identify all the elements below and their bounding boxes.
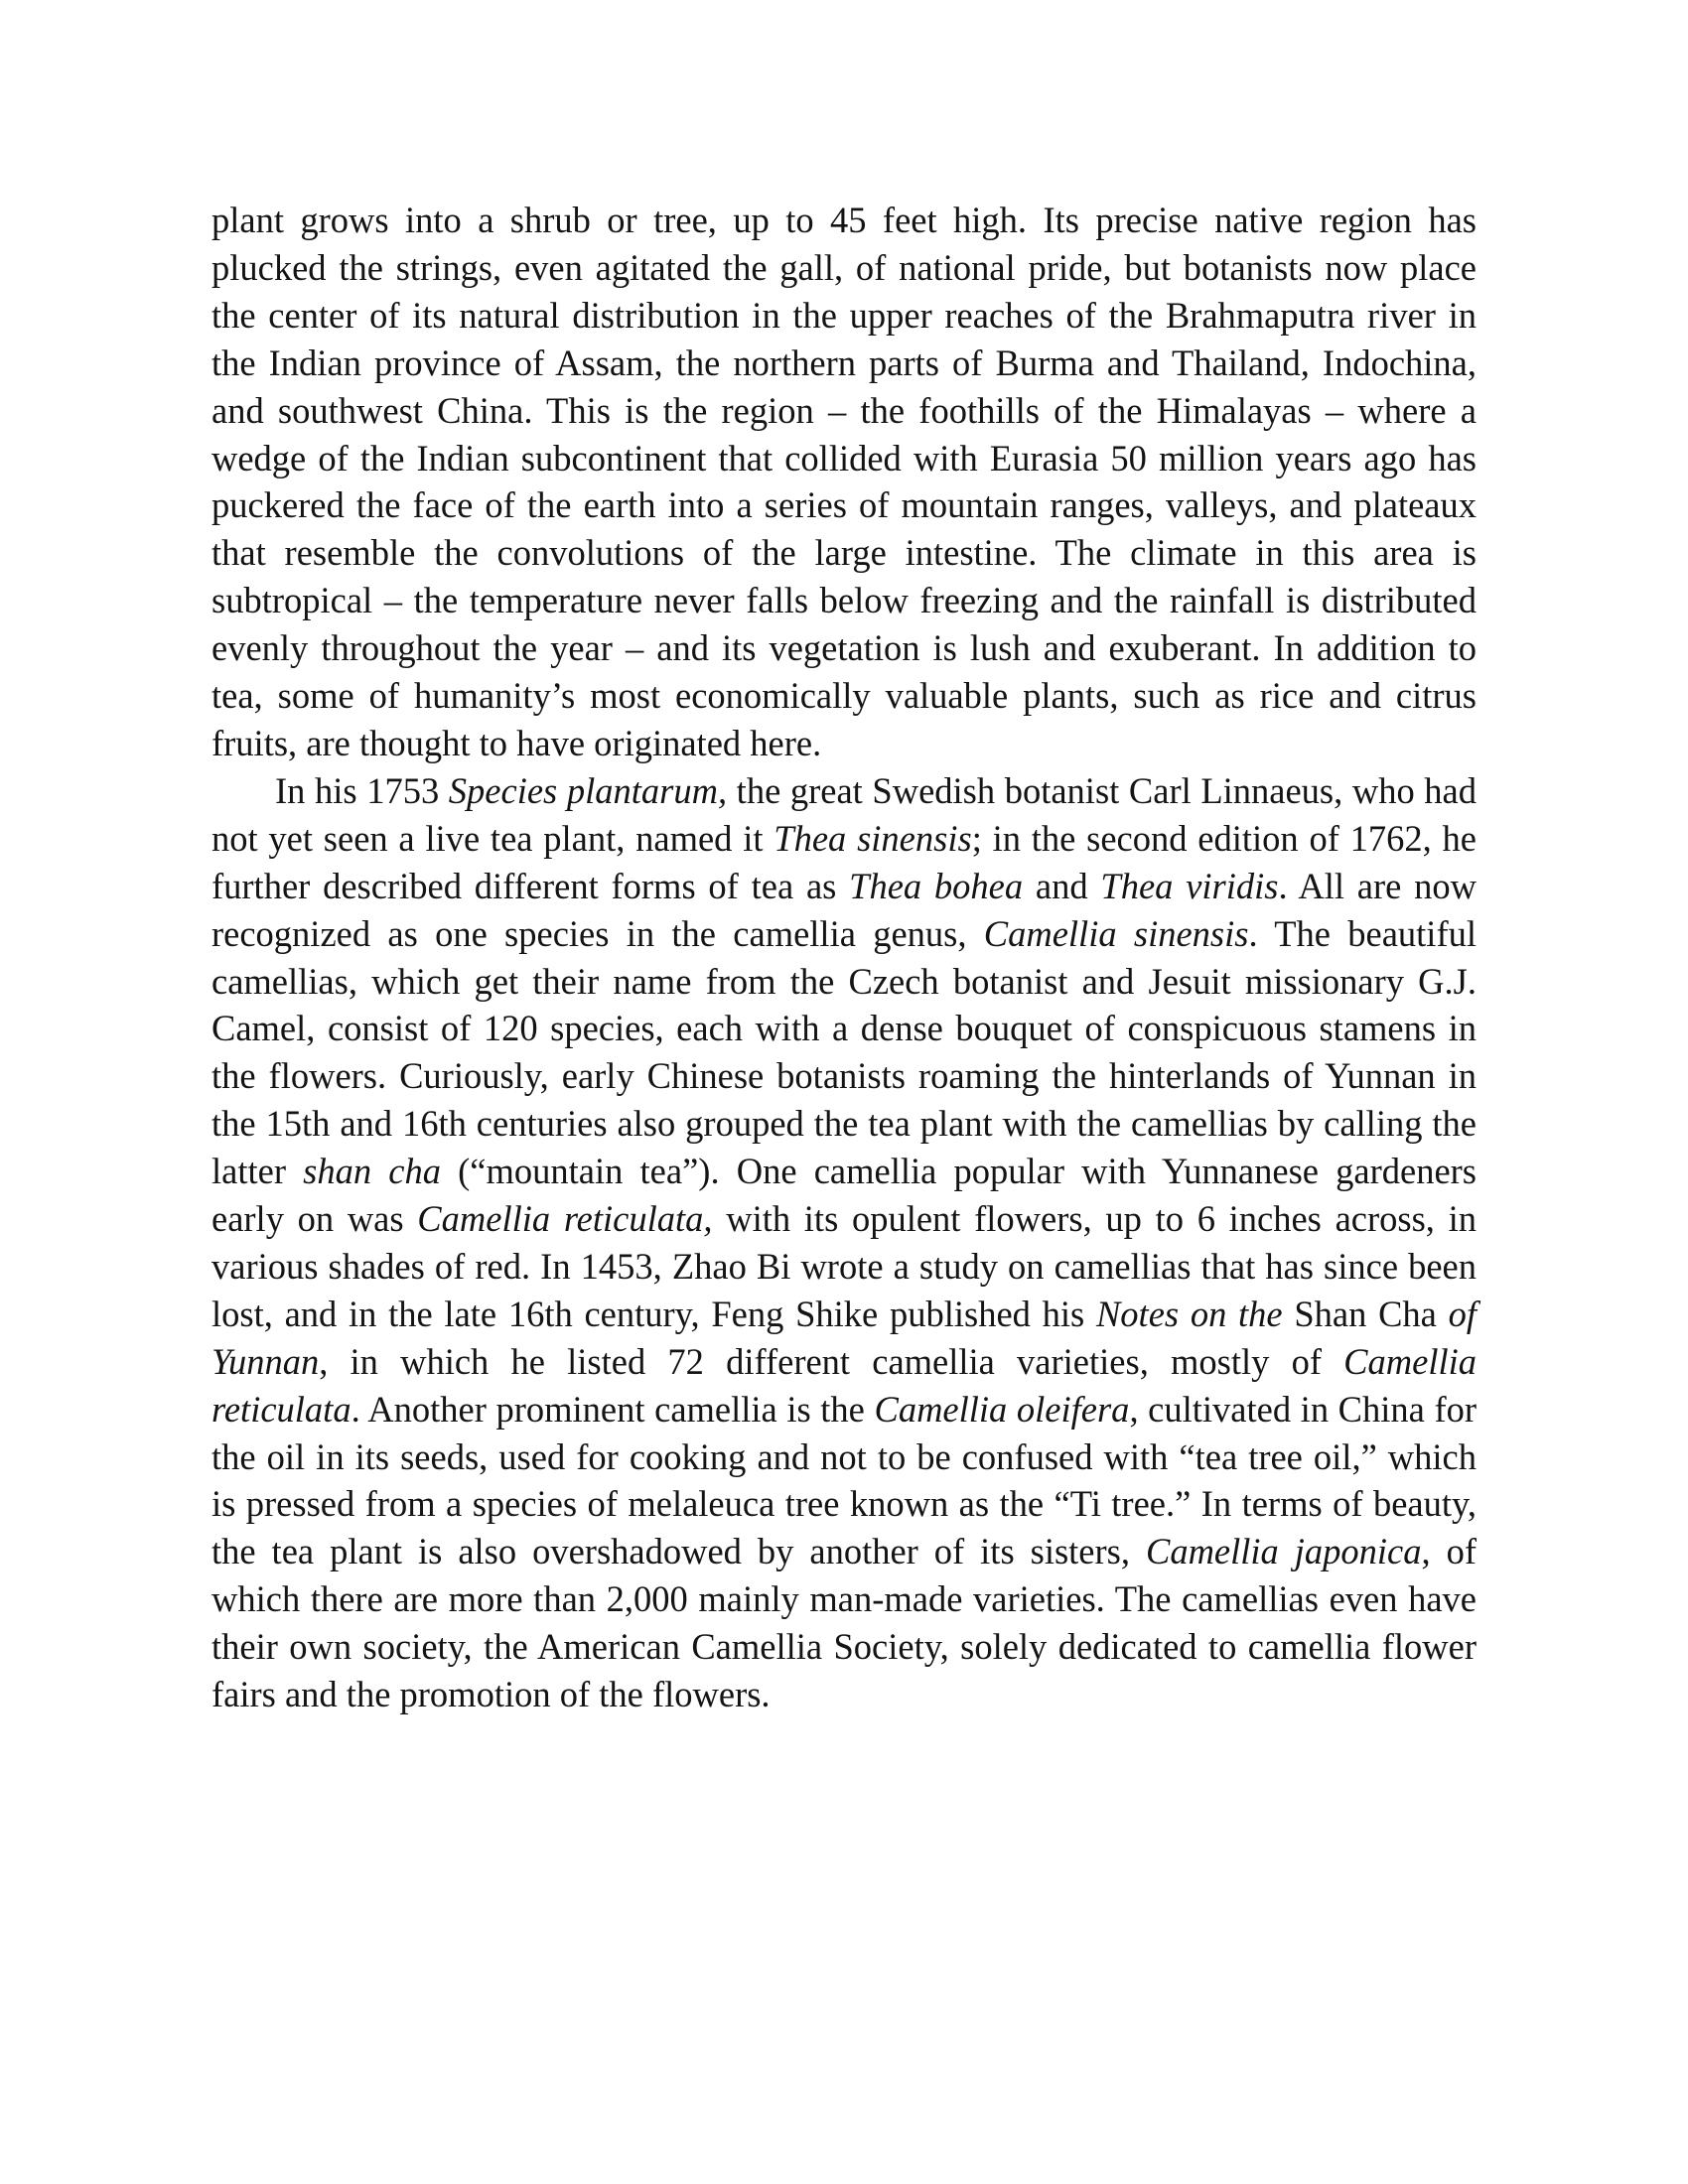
italic-text-run: Camellia japonica xyxy=(1145,1531,1422,1572)
text-run: ; in the second edition of 1762, he further described different forms of tea as xyxy=(211,817,1477,906)
text-run: (“mountain tea”). One camellia popular with Yunnanese gardeners early on was xyxy=(211,1151,1477,1240)
text-run: with its opulent flowers, up to 6 inches across, in various shades of red. In 1453, Zhao Bi wrote a study on camellias that has since been lost, and in the late 16th century, Feng Shike published his xyxy=(211,1198,1477,1334)
text-run: the great Swedish botanist Carl Linnaeus, who had not yet seen a live tea plant, named it xyxy=(211,769,1477,859)
text-run: , of which there are more than 2,000 mainly man-made varieties. The camellias even have their own society, the American Camellia Society, solely dedicated to camellia flower fairs and the promotion of the flowers. xyxy=(211,1531,1477,1715)
paragraph-1 xyxy=(211,197,1477,767)
body-text xyxy=(211,197,1477,1718)
text-run: , cultivated in China for the oil in its seeds, used for cooking and not to be confused with “tea tree oil,” which is pressed from a species of melaleuca tree known as the “Ti tree.” In terms of beauty, the tea plant is also overshadowed by another of its sisters, xyxy=(211,1388,1477,1572)
text-run: plant grows into a shrub or tree, up to 45 feet high. Its precise native region has plucked the strings, even agitated the gall, of national pride, but botanists now place the center of its natural distribution in the upper reaches of the Brahmaputra river in the Indian province of Assam, the northern parts of Burma and Thailand, Indochina, and southwest China. This is the region – the foothills of the Himalayas – where a wedge of the Indian subcontinent that collided with Eurasia 50 million years ago has puckered the face of the earth into a series of mountain ranges, valleys, and plateaux that resemble the convolutions of the large intestine. The climate in this area is subtropical – the temperature never falls below freezing and the rainfall is distributed evenly throughout the year – and its vegetation is lush and exuberant. In addition to tea, some of humanity’s most economically valuable plants, such as rice and citrus fruits, are thought to have originated here. xyxy=(211,200,1477,763)
italic-text-run: Notes on the xyxy=(1095,1293,1283,1334)
italic-text-run: Thea bohea xyxy=(849,865,1024,906)
italic-text-run: Thea sinensis xyxy=(774,817,972,859)
italic-text-run: shan cha xyxy=(303,1151,441,1192)
text-run: Shan Cha xyxy=(1282,1293,1449,1334)
paragraph-2 xyxy=(211,767,1477,1718)
italic-text-run: Camellia reticulata, xyxy=(417,1198,713,1240)
text-run: and xyxy=(1023,865,1101,906)
text-run: . All are now recognized as one species in the camellia genus, xyxy=(211,865,1477,954)
italic-text-run: Thea viridis xyxy=(1100,865,1279,906)
text-run: . Another prominent camellia is the xyxy=(351,1388,875,1430)
italic-text-run: Camellia reticulata xyxy=(211,1340,1477,1430)
italic-text-run: Camellia oleifera xyxy=(874,1388,1130,1430)
italic-text-run: of Yunnan xyxy=(211,1293,1477,1382)
italic-text-run: Species plantarum, xyxy=(448,769,728,811)
italic-text-run: Camellia sinensis xyxy=(983,912,1249,954)
text-run: . The beautiful camellias, which get their name from the Czech botanist and Jesuit missionary G.J. Camel, consist of 120 species, each with a dense bouquet of conspicuous stamens in the flowers. Curiously, early Chinese botanists roaming the hinterlands of Yunnan in the 15th and 16th centuries also grouped the tea plant with the camellias by calling the latter xyxy=(211,912,1477,1192)
text-run: In his 1753 xyxy=(275,769,449,811)
text-run: , in which he listed 72 different camellia varieties, mostly of xyxy=(319,1340,1344,1382)
